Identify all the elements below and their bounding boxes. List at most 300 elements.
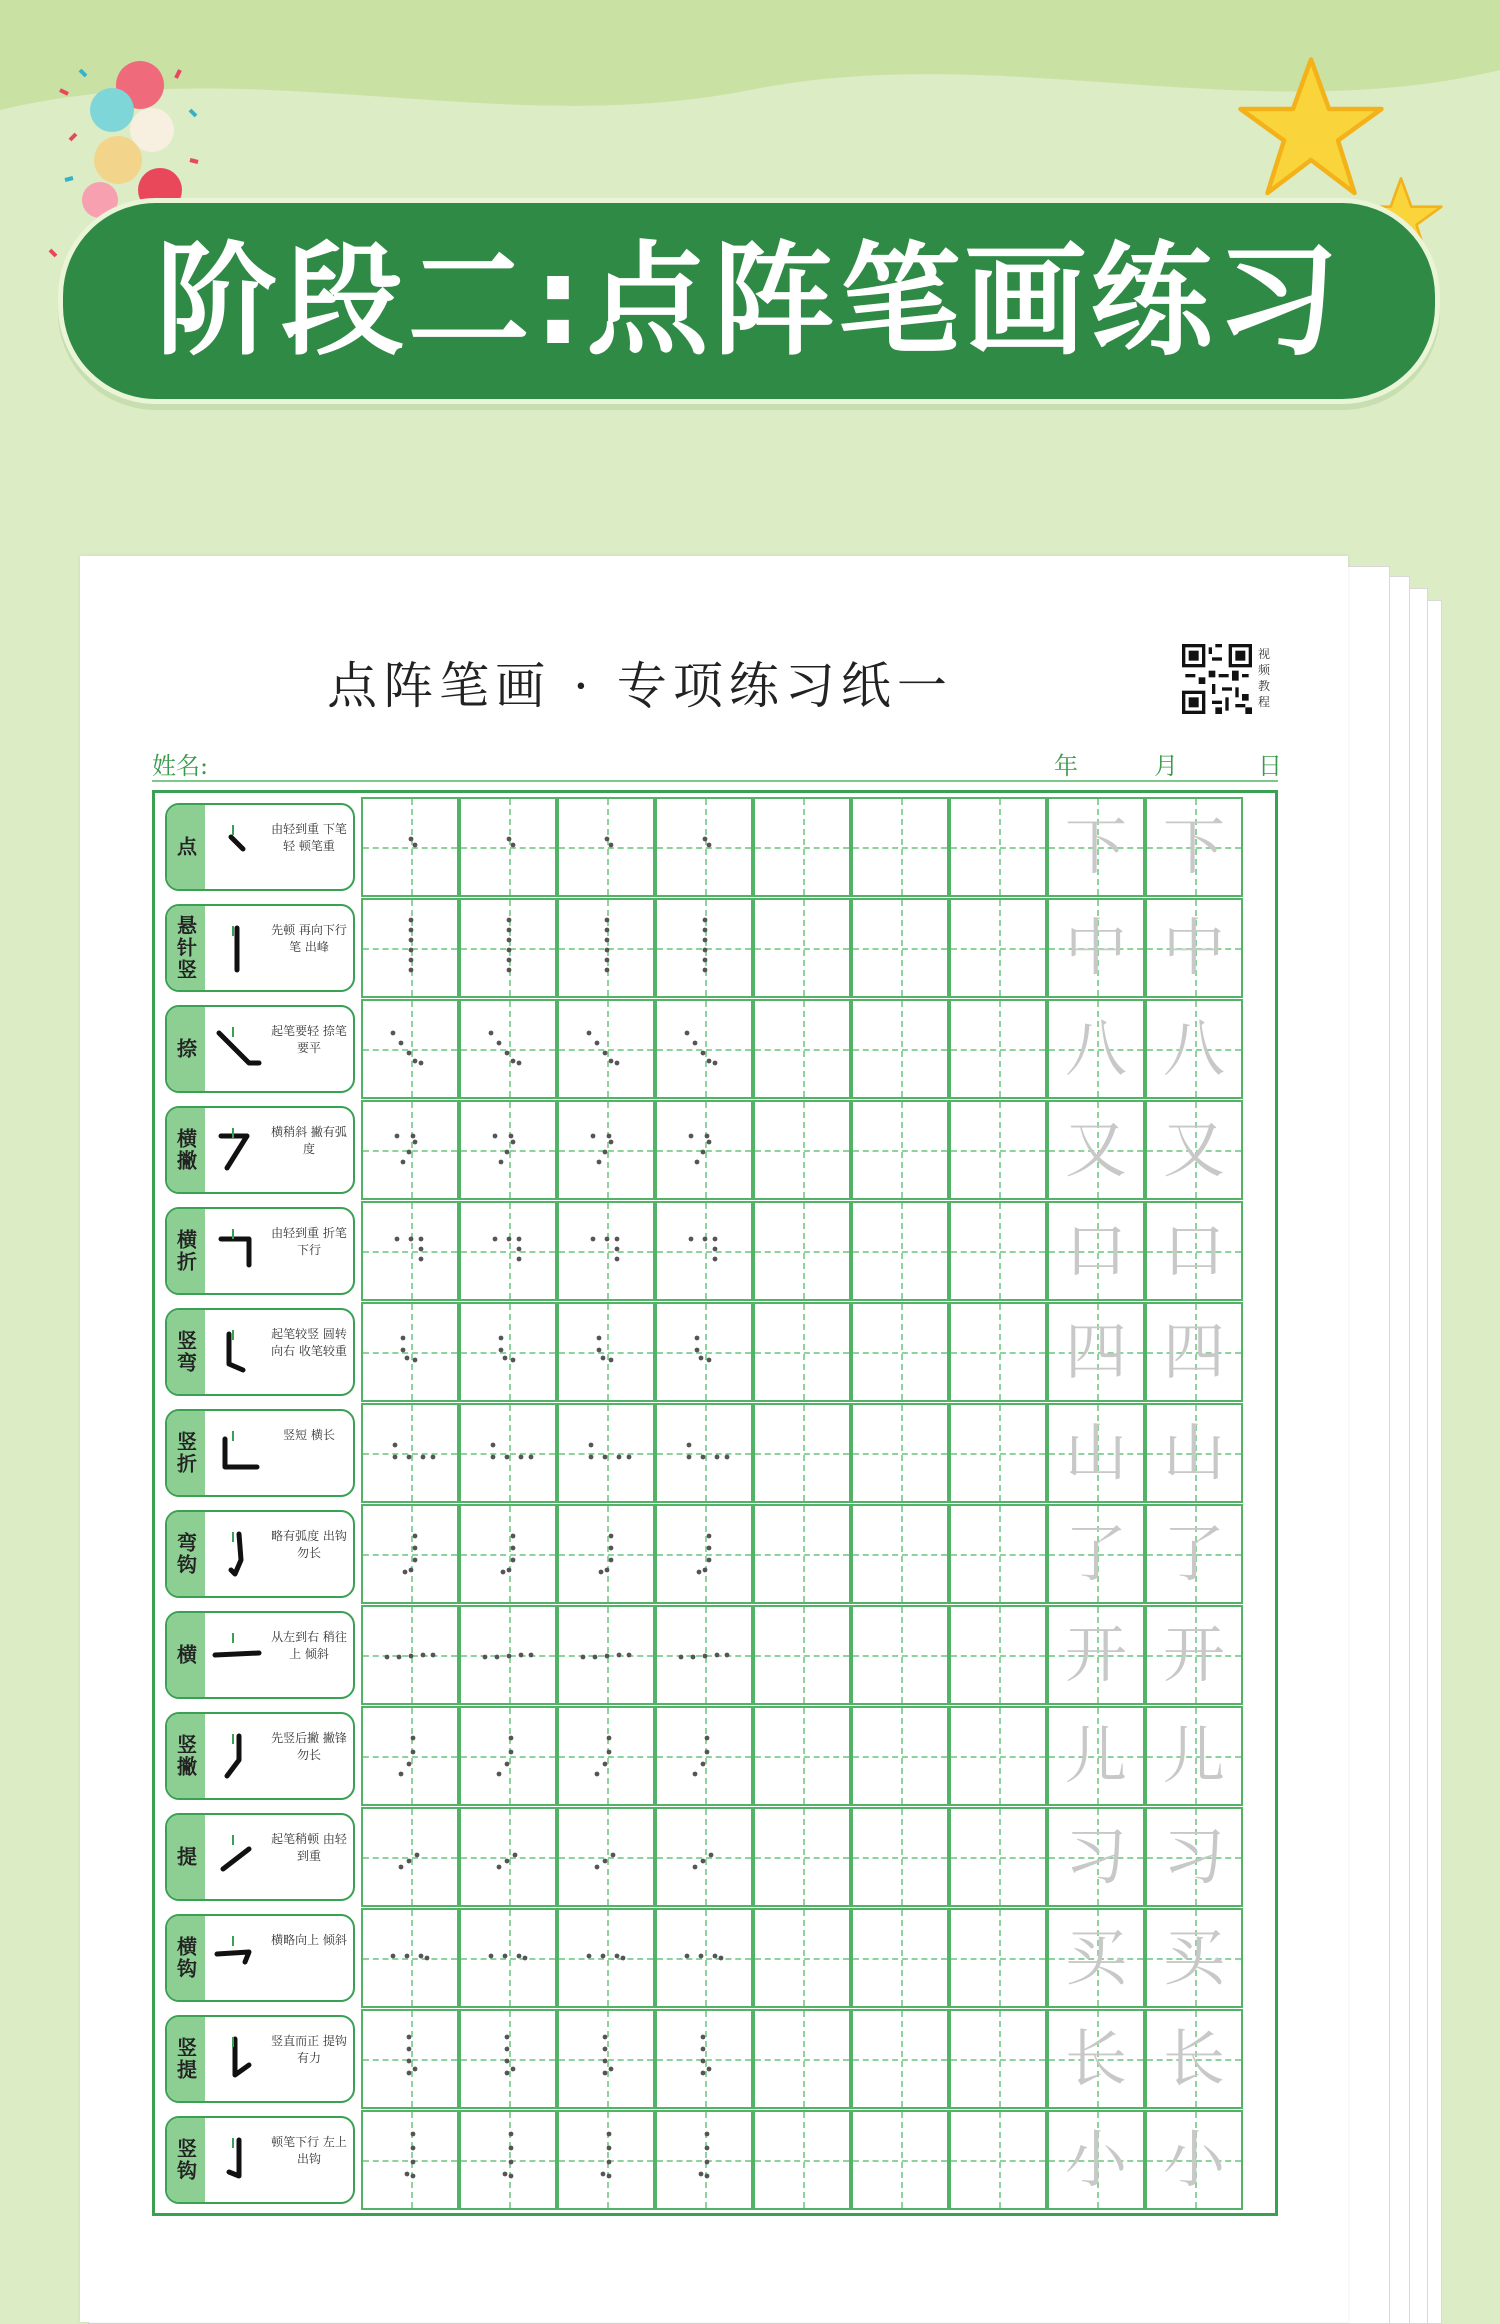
stroke-tip: 竖短 横长 bbox=[283, 1428, 335, 1442]
writing-cell[interactable] bbox=[753, 2009, 851, 2109]
dotted-stroke-guide bbox=[363, 1102, 457, 1198]
dotted-stroke-guide bbox=[461, 1405, 555, 1501]
writing-cell[interactable] bbox=[753, 1201, 851, 1301]
dotted-stroke-guide bbox=[363, 1708, 457, 1804]
stroke-dot bbox=[705, 2174, 710, 2179]
stroke-dot bbox=[507, 1654, 512, 1659]
cell-guide-horizontal bbox=[853, 1453, 947, 1455]
writing-cell[interactable] bbox=[557, 797, 655, 897]
writing-cell[interactable] bbox=[949, 1504, 1047, 1604]
stroke-dot bbox=[605, 938, 610, 943]
writing-cell[interactable] bbox=[1145, 797, 1243, 897]
stroke-dot bbox=[615, 1257, 620, 1262]
stroke-dot bbox=[393, 1455, 398, 1460]
stroke-dot bbox=[409, 1654, 414, 1659]
writing-cell[interactable] bbox=[851, 1807, 949, 1907]
writing-cell[interactable] bbox=[557, 1302, 655, 1402]
stroke-dot bbox=[703, 938, 708, 943]
stroke-dot bbox=[391, 1954, 396, 1959]
dotted-stroke-guide bbox=[657, 1001, 751, 1097]
date-month-label: 月 bbox=[1154, 752, 1178, 780]
dotted-stroke-guide bbox=[461, 900, 555, 996]
writing-cell[interactable] bbox=[557, 999, 655, 1099]
writing-cell[interactable] bbox=[753, 797, 851, 897]
cell-guide-horizontal bbox=[951, 1554, 1045, 1556]
writing-cell[interactable] bbox=[459, 1605, 557, 1705]
writing-cell[interactable] bbox=[1145, 1706, 1243, 1806]
stroke-dot bbox=[509, 1736, 514, 1741]
stroke-dot bbox=[505, 2035, 510, 2040]
writing-cell[interactable] bbox=[949, 1403, 1047, 1503]
stroke-dot bbox=[699, 1356, 704, 1361]
dotted-stroke-guide bbox=[461, 1102, 555, 1198]
writing-cell[interactable] bbox=[361, 898, 459, 998]
stroke-dot bbox=[701, 1051, 706, 1056]
stroke-dot bbox=[589, 1455, 594, 1460]
stroke-dot bbox=[617, 1653, 622, 1658]
dotted-stroke-guide bbox=[657, 1506, 751, 1602]
stroke-dot bbox=[413, 1546, 418, 1551]
writing-cell[interactable] bbox=[655, 1807, 753, 1907]
writing-cell[interactable] bbox=[949, 797, 1047, 897]
stroke-dot bbox=[413, 1059, 418, 1064]
stroke-dot bbox=[499, 1348, 504, 1353]
cell-guide-horizontal bbox=[853, 1251, 947, 1253]
writing-cell[interactable] bbox=[1047, 1302, 1145, 1402]
writing-cell[interactable] bbox=[557, 898, 655, 998]
stroke-dot bbox=[707, 1059, 712, 1064]
stroke-dot bbox=[703, 1654, 708, 1659]
cell-guide-horizontal bbox=[755, 1958, 849, 1960]
writing-cell[interactable] bbox=[753, 1807, 851, 1907]
cell-guide-horizontal bbox=[755, 2160, 849, 2162]
trace-character: 买 bbox=[1162, 1921, 1225, 1994]
writing-cell[interactable] bbox=[1047, 1908, 1145, 2008]
writing-cell[interactable] bbox=[949, 1605, 1047, 1705]
writing-cell[interactable] bbox=[557, 1807, 655, 1907]
stroke-dot bbox=[701, 2071, 706, 2076]
stroke-row bbox=[155, 1302, 1275, 1402]
writing-cell[interactable] bbox=[557, 1908, 655, 2008]
stroke-dot bbox=[687, 1443, 692, 1448]
writing-cell[interactable] bbox=[361, 1807, 459, 1907]
writing-cell[interactable] bbox=[949, 898, 1047, 998]
writing-cell[interactable] bbox=[851, 1706, 949, 1806]
stroke-dot bbox=[701, 1150, 706, 1155]
stroke-dot bbox=[607, 1736, 612, 1741]
dot-stroke-icon bbox=[209, 819, 265, 875]
stroke-dot bbox=[609, 2067, 614, 2072]
writing-cell[interactable] bbox=[1047, 898, 1145, 998]
dotted-stroke-guide bbox=[363, 799, 457, 895]
writing-cell[interactable] bbox=[1047, 1807, 1145, 1907]
writing-cell[interactable] bbox=[361, 797, 459, 897]
writing-cell[interactable] bbox=[557, 1706, 655, 1806]
stroke-row bbox=[155, 999, 1275, 1099]
writing-cell[interactable] bbox=[361, 2110, 459, 2210]
writing-cell[interactable] bbox=[851, 2110, 949, 2210]
writing-cell[interactable] bbox=[459, 999, 557, 1099]
stroke-dot bbox=[701, 1859, 706, 1864]
writing-cell[interactable] bbox=[459, 1100, 557, 1200]
cell-guide-horizontal bbox=[951, 1049, 1045, 1051]
stroke-dot bbox=[705, 2160, 710, 2165]
stroke-dot bbox=[399, 1865, 404, 1870]
cell-guide-horizontal bbox=[951, 1857, 1045, 1859]
stroke-dot bbox=[699, 2172, 704, 2177]
trace-character: 四 bbox=[1064, 1315, 1127, 1388]
writing-cell[interactable] bbox=[459, 1504, 557, 1604]
dotted-stroke-guide bbox=[559, 1506, 653, 1602]
dotted-stroke-guide bbox=[363, 1607, 457, 1703]
stroke-dot bbox=[719, 1956, 724, 1961]
writing-cell[interactable] bbox=[557, 1201, 655, 1301]
stroke-dot bbox=[603, 1859, 608, 1864]
stroke-tip: 从左到右 稍往上 倾斜 bbox=[271, 1630, 347, 1661]
writing-cell[interactable] bbox=[851, 2009, 949, 2109]
qr-code-icon[interactable] bbox=[1182, 644, 1252, 714]
stroke-dot bbox=[419, 1257, 424, 1262]
stroke-dot bbox=[431, 1455, 436, 1460]
writing-cell[interactable] bbox=[459, 898, 557, 998]
hengpie-stroke-icon bbox=[209, 1122, 265, 1178]
writing-cell[interactable] bbox=[1145, 1807, 1243, 1907]
dotted-stroke-guide bbox=[461, 799, 555, 895]
writing-cell[interactable] bbox=[361, 999, 459, 1099]
stroke-dot bbox=[413, 1558, 418, 1563]
dotted-stroke-guide bbox=[363, 1910, 457, 2006]
trace-character: 下 bbox=[1064, 810, 1127, 883]
writing-cell[interactable] bbox=[949, 1302, 1047, 1402]
stroke-dot bbox=[707, 843, 712, 848]
stroke-dot bbox=[489, 1031, 494, 1036]
writing-cell[interactable] bbox=[949, 2009, 1047, 2109]
dotted-stroke-guide bbox=[657, 1708, 751, 1804]
stroke-label-card bbox=[165, 1308, 355, 1396]
writing-cell[interactable] bbox=[361, 1302, 459, 1402]
stroke-dot bbox=[403, 1570, 408, 1575]
writing-cell[interactable] bbox=[851, 1504, 949, 1604]
trace-character: 开 bbox=[1064, 1618, 1127, 1691]
stroke-dot bbox=[505, 1762, 510, 1767]
writing-cell[interactable] bbox=[655, 1100, 753, 1200]
writing-cell[interactable] bbox=[1145, 2110, 1243, 2210]
stroke-row bbox=[155, 1504, 1275, 1604]
stroke-dot bbox=[701, 2047, 706, 2052]
writing-cell[interactable] bbox=[655, 2009, 753, 2109]
writing-cell[interactable] bbox=[361, 1706, 459, 1806]
stroke-dot bbox=[499, 1336, 504, 1341]
stroke-dot bbox=[591, 1237, 596, 1242]
stroke-dot bbox=[701, 2035, 706, 2040]
stroke-dot bbox=[517, 1061, 522, 1066]
writing-cell[interactable] bbox=[1047, 999, 1145, 1099]
stroke-dot bbox=[589, 1443, 594, 1448]
vertical-stroke-icon bbox=[209, 920, 265, 976]
writing-cell[interactable] bbox=[557, 1605, 655, 1705]
stroke-row bbox=[155, 2009, 1275, 2109]
shupie-stroke-icon bbox=[209, 1728, 265, 1784]
writing-cell[interactable] bbox=[753, 1403, 851, 1503]
stroke-dot bbox=[597, 1348, 602, 1353]
writing-cell[interactable] bbox=[655, 1706, 753, 1806]
stroke-dot bbox=[605, 928, 610, 933]
writing-cell[interactable] bbox=[361, 2009, 459, 2109]
writing-cell[interactable] bbox=[949, 1100, 1047, 1200]
stroke-dot bbox=[401, 1336, 406, 1341]
stroke-dot bbox=[603, 1051, 608, 1056]
dotted-stroke-guide bbox=[559, 1708, 653, 1804]
stroke-row bbox=[155, 797, 1275, 897]
stroke-dot bbox=[509, 2174, 514, 2179]
stroke-dot bbox=[409, 837, 414, 842]
cell-guide-horizontal bbox=[755, 948, 849, 950]
stroke-dot bbox=[415, 1853, 420, 1858]
writing-cell[interactable] bbox=[361, 1605, 459, 1705]
stroke-dot bbox=[605, 1654, 610, 1659]
writing-cell[interactable] bbox=[1145, 1504, 1243, 1604]
stroke-dot bbox=[503, 2172, 508, 2177]
stroke-dot bbox=[607, 2146, 612, 2151]
stroke-dot bbox=[493, 1237, 498, 1242]
dotted-stroke-guide bbox=[559, 1304, 653, 1400]
stroke-dot bbox=[401, 1348, 406, 1353]
stroke-dot bbox=[607, 1134, 612, 1139]
stroke-dot bbox=[695, 1160, 700, 1165]
writing-cell[interactable] bbox=[753, 898, 851, 998]
writing-cell[interactable] bbox=[361, 1908, 459, 2008]
writing-cell[interactable] bbox=[459, 1201, 557, 1301]
writing-cell[interactable] bbox=[655, 1201, 753, 1301]
writing-cell[interactable] bbox=[753, 1100, 851, 1200]
stroke-dot bbox=[601, 1356, 606, 1361]
stroke-dot bbox=[587, 1031, 592, 1036]
writing-cell[interactable] bbox=[949, 999, 1047, 1099]
writing-cell[interactable] bbox=[1047, 2110, 1145, 2210]
writing-cell[interactable] bbox=[459, 2009, 557, 2109]
writing-cell[interactable] bbox=[1047, 1403, 1145, 1503]
stroke-dot bbox=[597, 1336, 602, 1341]
stroke-name: 弯钩 bbox=[167, 1512, 205, 1596]
stroke-dot bbox=[413, 1140, 418, 1145]
dotted-stroke-guide bbox=[461, 1506, 555, 1602]
writing-cell[interactable] bbox=[1145, 1201, 1243, 1301]
stroke-dot bbox=[505, 2071, 510, 2076]
writing-cell[interactable] bbox=[557, 2110, 655, 2210]
writing-cell[interactable] bbox=[361, 1100, 459, 1200]
cell-guide-horizontal bbox=[853, 2160, 947, 2162]
writing-cell[interactable] bbox=[851, 1100, 949, 1200]
writing-cell[interactable] bbox=[1145, 1605, 1243, 1705]
cell-guide-horizontal bbox=[853, 1150, 947, 1152]
cell-guide-horizontal bbox=[853, 2059, 947, 2061]
writing-cell[interactable] bbox=[753, 2110, 851, 2210]
writing-cell[interactable] bbox=[851, 1908, 949, 2008]
stroke-tip: 起笔要轻 捺笔要平 bbox=[271, 1024, 347, 1055]
writing-cell[interactable] bbox=[851, 1302, 949, 1402]
stroke-dot bbox=[507, 968, 512, 973]
writing-cell[interactable] bbox=[949, 1908, 1047, 2008]
writing-cell[interactable] bbox=[655, 1908, 753, 2008]
writing-cell[interactable] bbox=[557, 1100, 655, 1200]
writing-cell[interactable] bbox=[753, 1706, 851, 1806]
dotted-stroke-guide bbox=[461, 1809, 555, 1905]
na-stroke-icon bbox=[209, 1021, 265, 1077]
dotted-stroke-guide bbox=[461, 1708, 555, 1804]
trace-character: 八 bbox=[1162, 1012, 1225, 1085]
writing-cell[interactable] bbox=[459, 797, 557, 897]
stroke-dot bbox=[697, 1570, 702, 1575]
stroke-dot bbox=[703, 837, 708, 842]
writing-cell[interactable] bbox=[557, 1403, 655, 1503]
stroke-dot bbox=[691, 1655, 696, 1660]
writing-cell[interactable] bbox=[655, 999, 753, 1099]
stroke-name: 悬针竖 bbox=[167, 906, 205, 990]
stroke-dot bbox=[409, 918, 414, 923]
writing-cell[interactable] bbox=[655, 1605, 753, 1705]
writing-cell[interactable] bbox=[1145, 1908, 1243, 2008]
stroke-dot bbox=[703, 958, 708, 963]
stroke-dot bbox=[511, 1534, 516, 1539]
dotted-stroke-guide bbox=[657, 1607, 751, 1703]
writing-cell[interactable] bbox=[459, 1403, 557, 1503]
writing-cell[interactable] bbox=[949, 2110, 1047, 2210]
cell-guide-horizontal bbox=[853, 1756, 947, 1758]
stroke-dot bbox=[617, 1455, 622, 1460]
cell-guide-horizontal bbox=[755, 1150, 849, 1152]
stroke-name: 提 bbox=[167, 1815, 205, 1899]
dotted-stroke-guide bbox=[559, 1203, 653, 1299]
writing-cell[interactable] bbox=[851, 1403, 949, 1503]
stroke-dot bbox=[399, 1041, 404, 1046]
dotted-stroke-guide bbox=[657, 900, 751, 996]
stroke-dot bbox=[401, 1160, 406, 1165]
writing-cell[interactable] bbox=[557, 2009, 655, 2109]
stroke-dot bbox=[713, 1237, 718, 1242]
stroke-dot bbox=[431, 1653, 436, 1658]
writing-cell[interactable] bbox=[949, 1201, 1047, 1301]
writing-cell[interactable] bbox=[1145, 1302, 1243, 1402]
writing-cell[interactable] bbox=[459, 1908, 557, 2008]
writing-cell[interactable] bbox=[1047, 1201, 1145, 1301]
writing-cell[interactable] bbox=[851, 999, 949, 1099]
stroke-dot bbox=[609, 843, 614, 848]
stroke-dot bbox=[407, 2035, 412, 2040]
writing-cell[interactable] bbox=[1145, 999, 1243, 1099]
cell-guide-horizontal bbox=[853, 948, 947, 950]
stroke-dot bbox=[507, 1568, 512, 1573]
stroke-dot bbox=[689, 1134, 694, 1139]
stroke-dot bbox=[511, 1558, 516, 1563]
cell-guide-horizontal bbox=[755, 1251, 849, 1253]
cell-guide-horizontal bbox=[853, 1655, 947, 1657]
stroke-dot bbox=[581, 1655, 586, 1660]
stroke-dot bbox=[411, 1736, 416, 1741]
writing-cell[interactable] bbox=[851, 797, 949, 897]
writing-cell[interactable] bbox=[949, 1706, 1047, 1806]
writing-cell[interactable] bbox=[753, 1504, 851, 1604]
stroke-dot bbox=[499, 1160, 504, 1165]
writing-cell[interactable] bbox=[361, 1403, 459, 1503]
writing-cell[interactable] bbox=[753, 1908, 851, 2008]
dotted-stroke-guide bbox=[657, 2011, 751, 2107]
stroke-tip: 横略向上 倾斜 bbox=[271, 1933, 347, 1947]
cell-guide-horizontal bbox=[951, 847, 1045, 849]
writing-cell[interactable] bbox=[753, 1302, 851, 1402]
stroke-dot bbox=[407, 2071, 412, 2076]
writing-cell[interactable] bbox=[851, 1201, 949, 1301]
writing-cell[interactable] bbox=[851, 1605, 949, 1705]
cell-guide-horizontal bbox=[853, 1958, 947, 1960]
stroke-dot bbox=[607, 2132, 612, 2137]
writing-cell[interactable] bbox=[851, 898, 949, 998]
writing-cell[interactable] bbox=[1047, 1100, 1145, 1200]
stroke-dot bbox=[507, 928, 512, 933]
cell-guide-horizontal bbox=[853, 847, 947, 849]
stroke-dot bbox=[601, 2172, 606, 2177]
writing-cell[interactable] bbox=[361, 1201, 459, 1301]
writing-cell[interactable] bbox=[655, 1504, 753, 1604]
writing-cell[interactable] bbox=[655, 1403, 753, 1503]
writing-cell[interactable] bbox=[753, 1605, 851, 1705]
trace-character: 儿 bbox=[1064, 1719, 1127, 1792]
stroke-dot bbox=[505, 1455, 510, 1460]
stroke-dot bbox=[713, 1061, 718, 1066]
writing-cell[interactable] bbox=[459, 1302, 557, 1402]
heng-stroke-icon bbox=[209, 1627, 265, 1683]
writing-cell[interactable] bbox=[1047, 2009, 1145, 2109]
writing-cell[interactable] bbox=[655, 1302, 753, 1402]
writing-cell[interactable] bbox=[1145, 1403, 1243, 1503]
cell-guide-horizontal bbox=[951, 2059, 1045, 2061]
writing-cell[interactable] bbox=[557, 1504, 655, 1604]
writing-cell[interactable] bbox=[459, 1807, 557, 1907]
stroke-row bbox=[155, 2110, 1275, 2210]
dotted-stroke-guide bbox=[363, 1405, 457, 1501]
writing-cell[interactable] bbox=[1047, 797, 1145, 897]
writing-cell[interactable] bbox=[459, 2110, 557, 2210]
stroke-dot bbox=[529, 1653, 534, 1658]
writing-cell[interactable] bbox=[655, 2110, 753, 2210]
stroke-dot bbox=[503, 1954, 508, 1959]
writing-cell[interactable] bbox=[949, 1807, 1047, 1907]
stroke-dot bbox=[705, 1736, 710, 1741]
writing-cell[interactable] bbox=[1145, 2009, 1243, 2109]
writing-cell[interactable] bbox=[1047, 1504, 1145, 1604]
stroke-tip: 略有弧度 出钩勿长 bbox=[271, 1529, 347, 1560]
writing-cell[interactable] bbox=[1047, 1605, 1145, 1705]
writing-cell[interactable] bbox=[459, 1706, 557, 1806]
dotted-stroke-guide bbox=[559, 2112, 653, 2208]
dotted-stroke-guide bbox=[657, 2112, 751, 2208]
stroke-dot bbox=[607, 2160, 612, 2165]
writing-cell[interactable] bbox=[361, 1504, 459, 1604]
writing-cell[interactable] bbox=[753, 999, 851, 1099]
writing-cell[interactable] bbox=[655, 898, 753, 998]
writing-cell[interactable] bbox=[1145, 1100, 1243, 1200]
hengzhe-stroke-icon bbox=[209, 1223, 265, 1279]
trace-character: 习 bbox=[1162, 1820, 1225, 1893]
stroke-dot bbox=[493, 1134, 498, 1139]
writing-cell[interactable] bbox=[1145, 898, 1243, 998]
stroke-dot bbox=[507, 958, 512, 963]
writing-cell[interactable] bbox=[655, 797, 753, 897]
stroke-dot bbox=[409, 1568, 414, 1573]
stroke-dot bbox=[603, 2047, 608, 2052]
trace-character: 山 bbox=[1064, 1416, 1127, 1489]
stroke-dot bbox=[695, 1336, 700, 1341]
writing-cell[interactable] bbox=[1047, 1706, 1145, 1806]
